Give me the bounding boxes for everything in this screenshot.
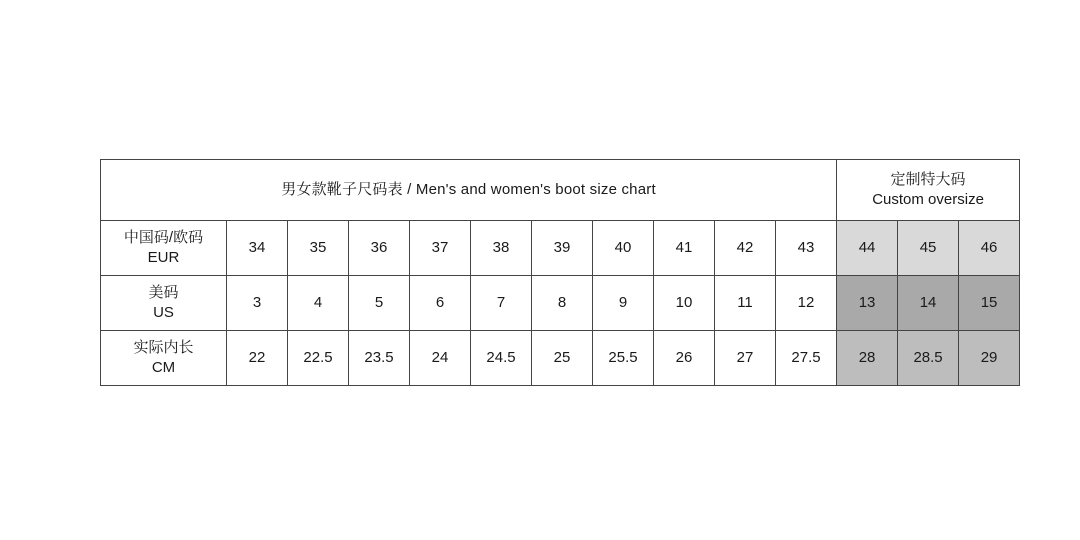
custom-oversize-header xyxy=(837,160,1020,221)
cell-us-11: 11 xyxy=(715,276,776,331)
cell-cm-11: 28 xyxy=(837,331,898,386)
cell-eur-34: 34 xyxy=(227,221,288,276)
cell-cm-8: 26 xyxy=(654,331,715,386)
cell-us-6: 6 xyxy=(410,276,471,331)
cell-eur-41: 41 xyxy=(654,221,715,276)
cell-eur-35: 35 xyxy=(288,221,349,276)
row-label-cm-en: CM xyxy=(151,359,176,376)
cell-eur-42: 42 xyxy=(715,221,776,276)
cell-cm-7: 25.5 xyxy=(593,331,654,386)
cell-cm-5: 24.5 xyxy=(471,331,532,386)
cell-cm-10: 27.5 xyxy=(776,331,837,386)
cell-us-15: 15 xyxy=(959,276,1020,331)
cell-us-8: 8 xyxy=(532,276,593,331)
cell-eur-38: 38 xyxy=(471,221,532,276)
row-label-us-cn: 美码 xyxy=(148,283,179,301)
cell-eur-37: 37 xyxy=(410,221,471,276)
custom-oversize-label-en: Custom oversize xyxy=(872,191,984,208)
cell-cm-12: 28.5 xyxy=(898,331,959,386)
row-label-cm xyxy=(101,331,227,386)
size-chart-table xyxy=(100,159,1020,386)
cell-cm-13: 29 xyxy=(959,331,1020,386)
row-label-eur-en: EUR xyxy=(147,249,180,266)
row-label-us xyxy=(101,276,227,331)
cell-cm-9: 27 xyxy=(715,331,776,386)
cell-eur-36: 36 xyxy=(349,221,410,276)
cell-cm-4: 24 xyxy=(410,331,471,386)
cell-cm-2: 22.5 xyxy=(288,331,349,386)
cell-cm-1: 22 xyxy=(227,331,288,386)
row-label-cm-cn: 实际内长 xyxy=(133,338,194,356)
cell-eur-44: 44 xyxy=(837,221,898,276)
cell-eur-40: 40 xyxy=(593,221,654,276)
size-chart-container xyxy=(100,159,1020,386)
table-row xyxy=(101,221,1020,276)
custom-oversize-label-cn: 定制特大码 xyxy=(890,170,966,188)
table-row xyxy=(101,331,1020,386)
cell-us-10: 10 xyxy=(654,276,715,331)
cell-cm-6: 25 xyxy=(532,331,593,386)
cell-cm-3: 23.5 xyxy=(349,331,410,386)
row-label-us-en: US xyxy=(153,304,174,321)
cell-us-9: 9 xyxy=(593,276,654,331)
cell-us-14: 14 xyxy=(898,276,959,331)
cell-us-3: 3 xyxy=(227,276,288,331)
cell-us-7: 7 xyxy=(471,276,532,331)
cell-eur-43: 43 xyxy=(776,221,837,276)
cell-us-5: 5 xyxy=(349,276,410,331)
cell-us-13: 13 xyxy=(837,276,898,331)
table-row xyxy=(101,276,1020,331)
cell-eur-39: 39 xyxy=(532,221,593,276)
chart-title: 男女款靴子尺码表 / Men's and women's boot size chart xyxy=(101,160,837,221)
cell-us-12: 12 xyxy=(776,276,837,331)
cell-eur-45: 45 xyxy=(898,221,959,276)
row-label-eur xyxy=(101,221,227,276)
row-label-eur-cn: 中国码/欧码 xyxy=(123,228,204,246)
cell-eur-46: 46 xyxy=(959,221,1020,276)
table-header-row xyxy=(101,160,1020,221)
cell-us-4: 4 xyxy=(288,276,349,331)
